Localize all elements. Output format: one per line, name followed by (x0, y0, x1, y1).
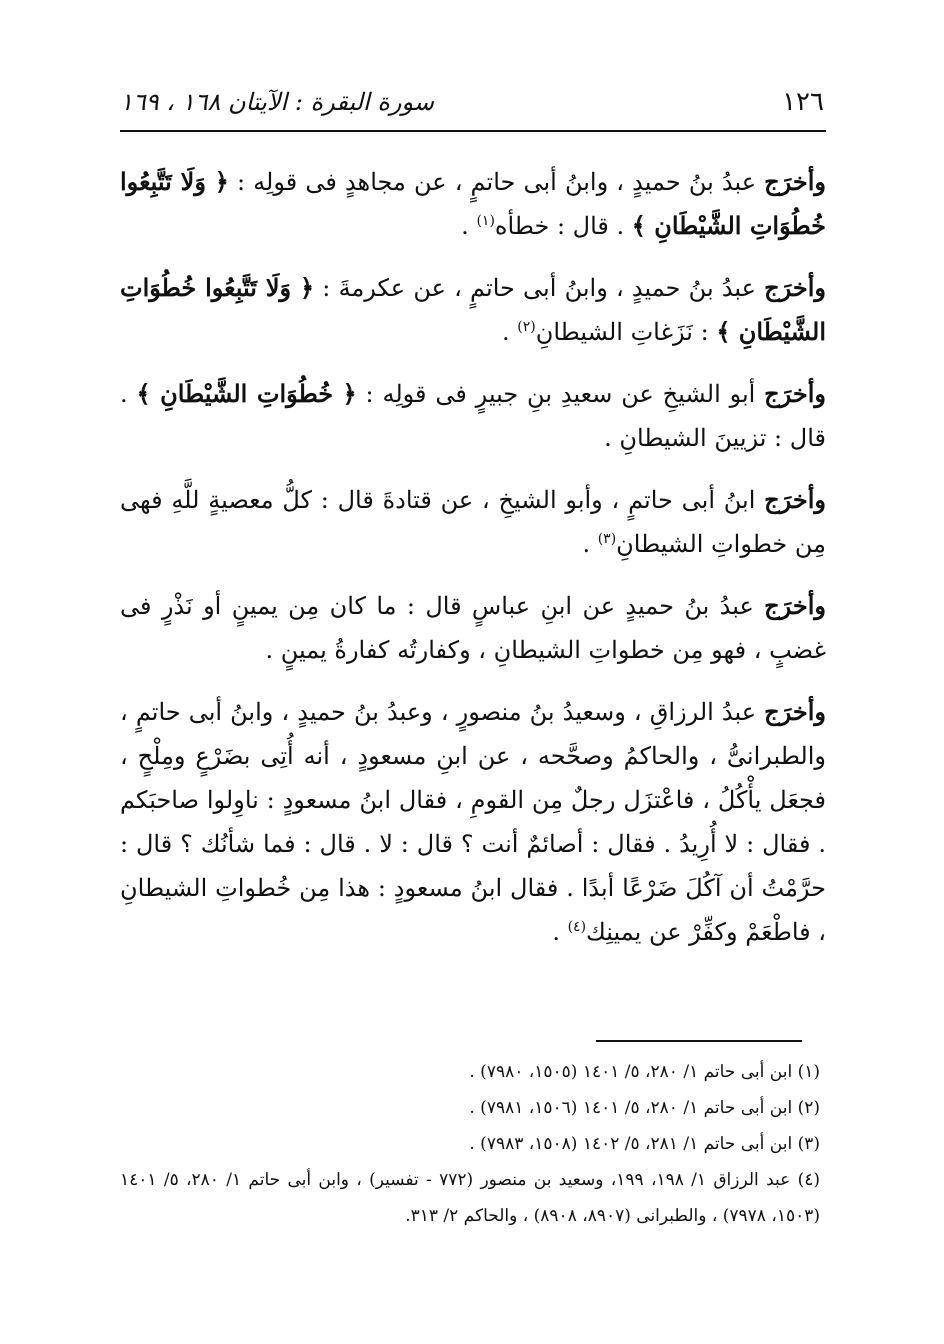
header-rule (120, 130, 826, 132)
paragraph-6 (120, 690, 826, 954)
paragraph-text: : نَزَغاتِ الشيطانِ (535, 318, 717, 346)
paragraph-text: عبدُ بنُ حميدٍ عن ابنِ عباسٍ قال : ما كان مِن يمينٍ أو نَذْرٍ فى غضبٍ ، فهو مِن خطواتِ الشيطانِ ، وكفارتُه كفارةُ يمينٍ . (120, 592, 826, 664)
footnote-rule (596, 1040, 802, 1042)
footnote-4: (٤) عبد الرزاق ١/ ١٩٨، ١٩٩، وسعيد بن منصور (٧٧٢ - تفسير) ، وابن أبى حاتم ١/ ٢٨٠، ٥/ ١٤٠١ (١٥٠٣، ٧٩٧٨) ، والطبرانى (٨٩٠٧، ٨٩٠٨) ، والحاكم ٢/ ٣١٣. (120, 1170, 820, 1226)
footnote-ref: (٤) (567, 919, 587, 935)
page-number: ١٢٦ (782, 87, 824, 117)
paragraph-lead: وأخرَج (764, 697, 826, 726)
footnote-2: (٢) ابن أبى حاتم ١/ ٢٨٠، ٥/ ١٤٠١ (١٥٠٦، ٧٩٨١) . (469, 1098, 820, 1118)
footnote-ref: (٣) (597, 531, 617, 547)
paragraph-tail: . (552, 918, 568, 946)
paragraph-1 (120, 160, 826, 248)
paragraph-3 (120, 372, 826, 460)
quran-verse: ﴿ وَلَا تَتَّبِعُوا خُطُوَاتِ الشَّيْطَانِ ﴾ (120, 273, 826, 346)
paragraph-lead: وأخرَج (764, 485, 826, 514)
quran-verse: ﴿ وَلَا تَتَّبِعُوا خُطُوَاتِ الشَّيْطَانِ ﴾ (120, 167, 826, 240)
footnote-ref: (١) (476, 213, 495, 229)
page-header (120, 82, 824, 122)
paragraph-tail: . (501, 318, 518, 346)
paragraph-text: عبدُ الرزاقِ ، وسعيدُ بنُ منصورٍ ، وعبدُ بنُ حميدٍ ، وابنُ أبى حاتمٍ ، والطبرانىُّ ، والحاكمُ وصحَّحه ، عن ابنِ مسعودٍ ، أنه أُتِى بضَرْعٍ ومِلْحٍ ، فجعَل يأْكُلُ ، فاعْتزَل رجلٌ مِن القومِ ، فقال ابنُ مسعودٍ : ناوِلوا صاحبَكم . فقال : لا أُرِيدُ . فقال : أصائمٌ أنت ؟ قال : لا . قال : فما شأنُك ؟ قال : حرَّمْتُ أن آكُلَ ضَرْعًا أبدًا . فقال ابنُ مسعودٍ : هذا مِن خُطواتِ الشيطانِ ، فاطْعَمْ وكفِّرْ عن يمينِك (120, 698, 826, 946)
paragraph-text: أبو الشيخِ عن سعيدِ بنِ جبيرٍ فى قولِه : (356, 380, 765, 408)
running-title: سورة البقرة : الآيتان ١٦٨ ، ١٦٩ (120, 88, 435, 116)
footnotes (120, 1054, 820, 1234)
paragraph-text: عبدُ بنُ حميدٍ ، وابنُ أبى حاتمٍ ، عن مجاهدٍ فى قولِه : (228, 168, 765, 196)
paragraph-text: . قال : تزيينَ الشيطانِ . (120, 380, 826, 452)
paragraph-lead: وأخرَج (764, 591, 826, 620)
paragraph-text: عبدُ بنُ حميدٍ ، وابنُ أبى حاتمٍ ، عن عكرمةَ : (314, 274, 765, 302)
paragraph-5 (120, 584, 826, 672)
footnote-3: (٣) ابن أبى حاتم ١/ ٢٨١، ٥/ ١٤٠٢ (١٥٠٨، ٧٩٨٣) . (469, 1134, 820, 1154)
paragraph-lead: وأخرَج (764, 273, 826, 302)
paragraph-tail: . (582, 530, 598, 558)
footnote-1: (١) ابن أبى حاتم ١/ ٢٨٠، ٥/ ١٤٠١ (١٥٠٥، ٧٩٨٠) . (469, 1062, 820, 1082)
paragraph-text: . قال : خطأه (494, 212, 632, 240)
paragraph-text: ابنُ أبى حاتمٍ ، وأبو الشيخِ ، عن قتادةَ قال : كلُّ معصيةٍ للَّهِ فهى مِن خطواتِ الشيطانِ (120, 486, 826, 558)
quran-verse: ﴿ خُطُوَاتِ الشَّيْطَانِ ﴾ (136, 379, 357, 408)
paragraph-lead: وأخرَج (764, 379, 826, 408)
main-text (120, 160, 826, 972)
paragraph-2 (120, 266, 826, 354)
paragraph-tail: . (461, 212, 477, 240)
paragraph-4 (120, 478, 826, 566)
footnote-ref: (٢) (517, 319, 536, 335)
paragraph-lead: وأخرَج (764, 167, 826, 196)
